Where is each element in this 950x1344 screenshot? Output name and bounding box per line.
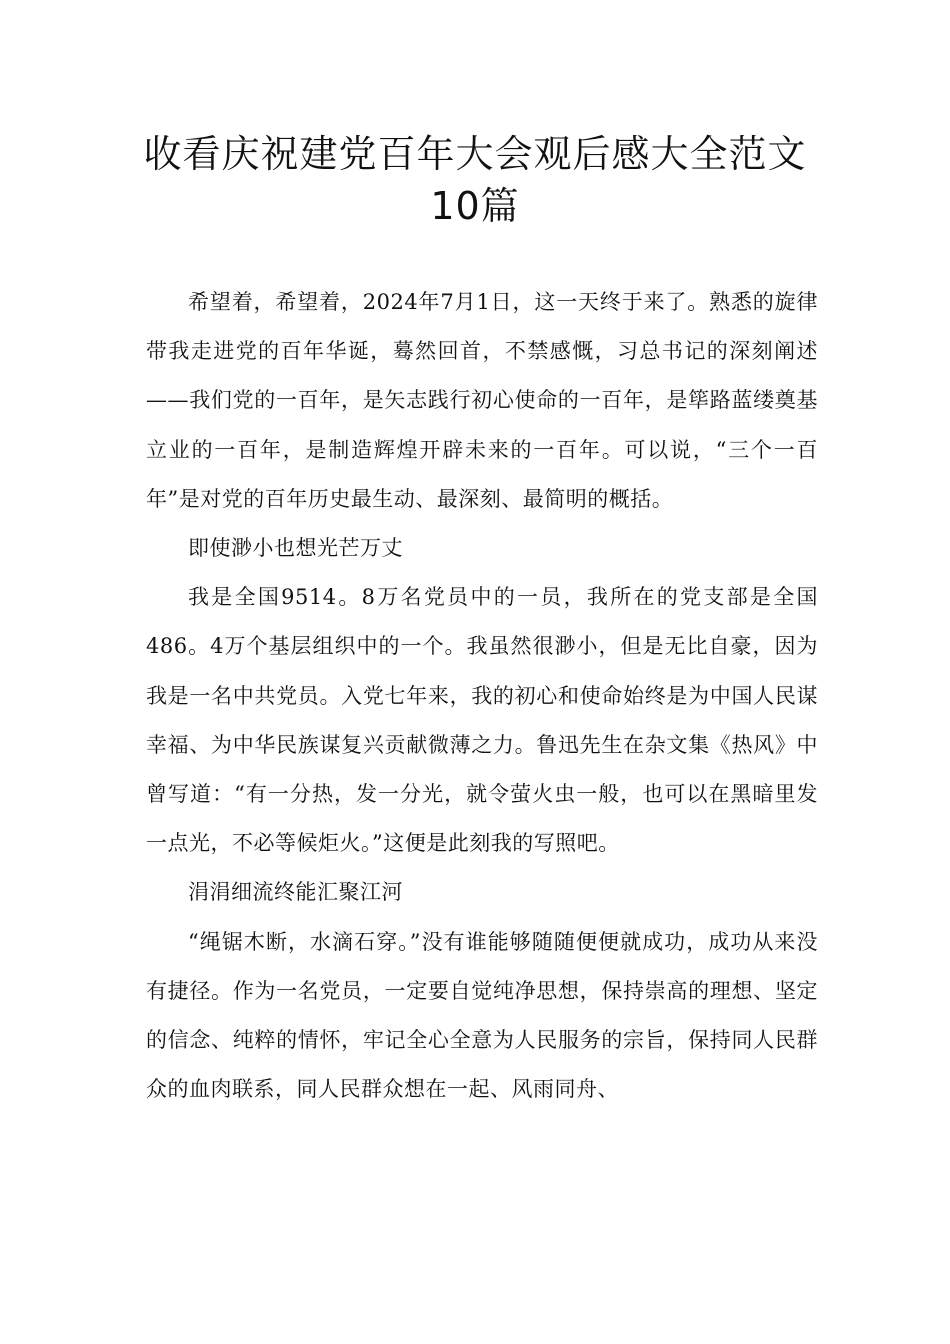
section-heading-1: 即使渺小也想光芒万丈 <box>188 536 403 561</box>
title-line-1: 收看庆祝建党百年大会观后感大全范文 <box>143 132 807 176</box>
paragraph-intro: 希望着，希望着，2024年7月1日，这一天终于来了。熟悉的旋律带我走进党的百年华诞，蓦然回首，不禁感慨，习总书记的深刻阐述——我们党的一百年，是矢志践行初心使命的一百年，是筚路蓝缕奠基立业的一百年，是制造辉煌开辟未来的一百年。可以说，“三个一百年”是对党的百年历史最生动、最深刻、最简明的概括。 <box>146 290 818 511</box>
document-body <box>146 278 818 1114</box>
paragraph-section-1: 我是全国9514。8万名党员中的一员，我所在的党支部是全国486。4万个基层组织中的一个。我虽然很渺小，但是无比自豪，因为我是一名中共党员。入党七年来，我的初心和使命始终是为中国人民谋幸福、为中华民族谋复兴贡献微薄之力。鲁迅先生在杂文集《热风》中曾写道：“有一分热，发一分光，就令萤火虫一般，也可以在黑暗里发一点光，不必等候炬火。”这便是此刻我的写照吧。 <box>146 585 818 856</box>
section-heading-2: 涓涓细流终能汇聚江河 <box>188 880 403 905</box>
title-line-2: 10篇 <box>430 184 520 228</box>
document-title <box>100 128 850 232</box>
paragraph-section-2: “绳锯木断，水滴石穿。”没有谁能够随随便便就成功，成功从来没有捷径。作为一名党员，一定要自觉纯净思想，保持崇高的理想、坚定的信念、纯粹的情怀，牢记全心全意为人民服务的宗旨，保持同人民群众的血肉联系，同人民群众想在一起、风雨同舟、 <box>146 929 818 1102</box>
